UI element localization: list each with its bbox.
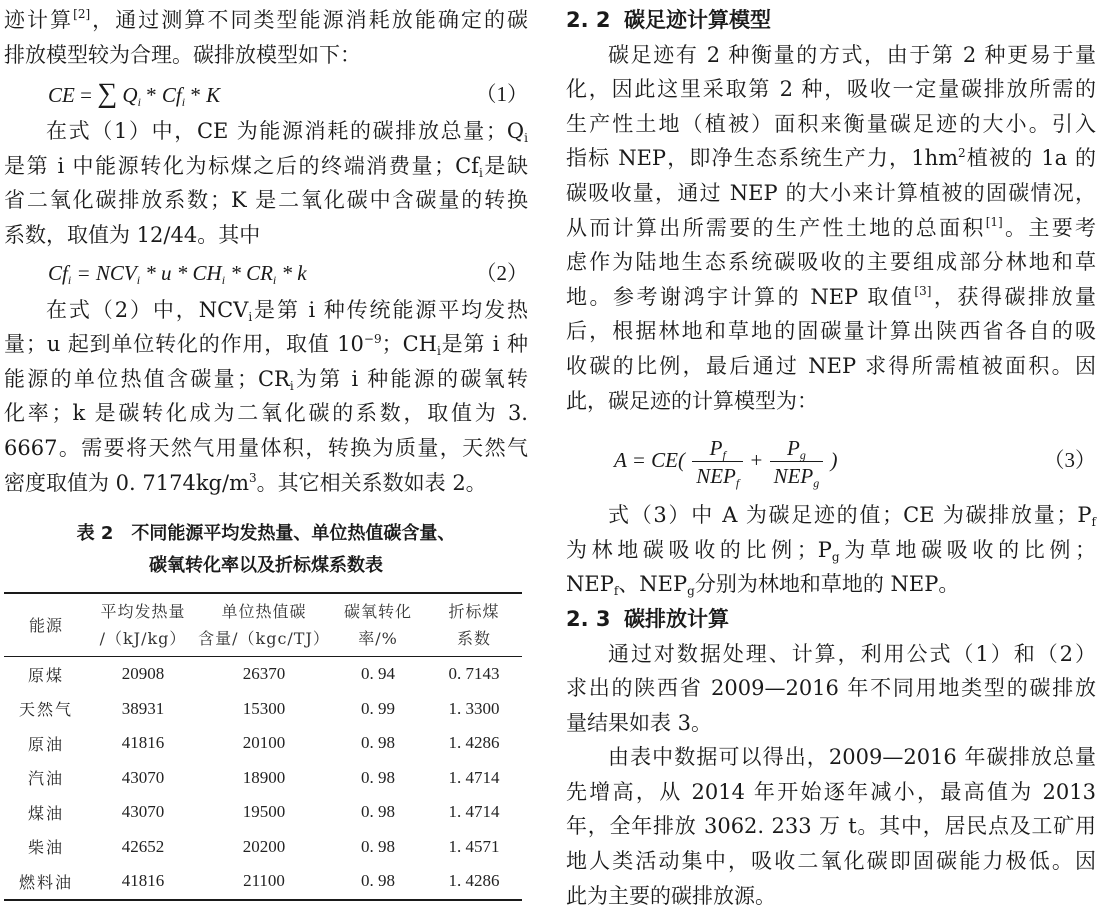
text-span: 迹计算 (4, 8, 74, 32)
text-line: 化，因此这里采取第 2 种，吸收一定量碳排放所需的 (566, 77, 1096, 102)
equation-expression: A = CE( $\frac{P_f}{NEP_f}$ + $\frac{P_g}{NEP_g}$ ) (614, 435, 838, 490)
text-line: 生产性土地（植被）面积来衡量碳足迹的大小。引入 (566, 111, 1096, 136)
text-line: 密度取值为 0. $7174kg/m^3$。其它相关系数如表 2。 (4, 470, 487, 495)
text-line: 量结果如表 3。 (566, 710, 713, 735)
text-line: 地人类活动集中，吸收二氧化碳即固碳能力极低。因 (566, 849, 1096, 874)
text-line: 收碳的比例，最后通过 NEP 求得所需植被面积。因 (566, 353, 1096, 378)
table-header-row (4, 593, 522, 657)
section-heading-2-2: 2. 2 碳足迹计算模型 (566, 8, 771, 32)
text-line: 指标 NEP，即净生态系统生产力，$1hm^2$植被的 1a 的 (566, 146, 1096, 171)
text-line: $NEP_f$、$NEP_g$分别为林地和草地的 NEP。 (566, 572, 960, 599)
equation-3 (566, 422, 1096, 498)
section-heading-2-3: 2. 3 碳排放计算 (566, 606, 729, 631)
table-row: 汽油 43070 18900 0. 98 1. 4714 (27, 767, 500, 789)
column-header: 折标煤 系数 (426, 593, 522, 657)
text-line: 此，碳足迹的计算模型为： (566, 388, 818, 413)
text-line: 由表中数据可以得出，2009—2016 年碳排放总量 (608, 745, 1096, 770)
text-line: 先增高，从 2014 年开始逐年减小，最高值为 2013 (566, 779, 1096, 804)
text-line: 6667。需要将天然气用量体积，转换为质量，天然气 (4, 435, 528, 460)
text-line: 化率；k 是碳转化成为二氧化碳的系数，取值为 3. (4, 401, 528, 426)
column-header: 单位热值碳 含量/（kgc/TJ） (198, 593, 330, 657)
citation-ref[interactable]: [2] (73, 7, 91, 21)
fraction: $\frac{P_g}{NEP_g}$ (770, 435, 824, 490)
equation-number: （1） (475, 82, 528, 107)
table-2 (4, 518, 528, 901)
text-line: 年，全年排放 3062. 233 万 t。其中，居民点及工矿用 (566, 814, 1096, 839)
text-line: 在式（2）中，$NCV_i$是第 i 种传统能源平均发热 (46, 297, 528, 324)
table-caption: 表 2 不同能源平均发热量、单位热值碳含量、 (76, 523, 456, 545)
data-table (4, 592, 522, 901)
text-line: 系数，取值为 12/44。其中 (4, 222, 261, 247)
text-line: 量；u 起到单位转化的作用，取值 $10^{-9}$；$CH_i$是第 i 种 (4, 332, 528, 359)
citation-ref[interactable]: [1] (985, 214, 1003, 229)
text-line: 虑作为陆地生态系统碳吸收的主要组成部分林地和草 (566, 250, 1096, 275)
table-row: 天然气 38931 15300 0. 99 1. 3300 (18, 698, 500, 720)
text-line: 在式（1）中，CE 为能源消耗的碳排放总量；$Q_i$ (46, 119, 528, 146)
text-line: 排放模型较为合理。碳排放模型如下： (4, 42, 361, 67)
text-line: 地。参考谢鸿宇计算的 NEP 取值[3]，获得碳排放量 (566, 283, 1097, 309)
text-span: ，通过测算不同类型能源消耗放能确定的碳 (90, 8, 529, 32)
table-row: 原油 41816 20100 0. 98 1. 4286 (27, 733, 500, 754)
text-line: 碳吸收量，通过 NEP 的大小来计算植被的固碳情况， (566, 180, 1096, 205)
equation-number: （3） (1043, 448, 1096, 473)
text-line: 从而计算出所需要的生产性土地的总面积[1]。主要考 (566, 214, 1097, 240)
table-row: 柴油 42652 20200 0. 98 1. 4571 (27, 836, 500, 858)
table-caption: 碳氧转化率以及折标煤系数表 (149, 555, 383, 577)
citation-ref[interactable]: [3] (914, 283, 932, 298)
equation-number: （2） (475, 260, 528, 285)
text-line: 为林地碳吸收的比例；$P_g$为草地碳吸收的比例； (566, 537, 1096, 564)
text-line: 求出的陕西省 2009—2016 年不同用地类型的碳排放 (566, 676, 1096, 701)
text-line (4, 3, 528, 38)
text-line: 碳足迹有 2 种衡量的方式，由于第 2 种更易于量 (608, 42, 1096, 67)
text-line: 是第 i 中能源转化为标煤之后的终端消费量；$Cf_i$是缺 (4, 153, 529, 180)
equation-expression: CE = ∑ $Q_i * Cf_i$ * K (48, 78, 221, 110)
column-header: 碳氧转化 率/% (330, 593, 426, 657)
text-line: 此为主要的碳排放源。 (566, 883, 776, 908)
equation-expression: $Cf_i = NCV_i * u * CH_i * CR_i * k$ (48, 260, 307, 287)
text-line: 能源的单位热值含碳量；$CR_i$为第 i 种能源的碳氧转 (4, 366, 528, 393)
text-line: 通过对数据处理、计算，利用公式（1）和（2） (608, 641, 1096, 666)
equation-1 (4, 74, 528, 114)
column-header: 平均发热量 /（kJ/kg） (88, 593, 198, 657)
right-column (566, 0, 1096, 913)
equation-2 (4, 253, 528, 293)
text-line: 后，根据林地和草地的固碳量计算出陕西省各自的吸 (566, 319, 1096, 344)
column-header: 能源 (4, 593, 88, 657)
text-line: 式（3）中 A 为碳足迹的值；CE 为碳排放量；$P_f$ (608, 503, 1096, 530)
left-column (4, 0, 528, 901)
table-row: 原煤 20908 26370 0. 94 0. 7143 (27, 664, 500, 685)
table-row: 燃料油 41816 21100 0. 98 1. 4286 (4, 864, 522, 900)
text-line: 省二氧化碳排放系数；K 是二氧化碳中含碳量的转换 (4, 188, 528, 213)
fraction: $\frac{P_f}{NEP_f}$ (692, 435, 743, 490)
table-row: 煤油 43070 19500 0. 98 1. 4714 (27, 802, 500, 823)
